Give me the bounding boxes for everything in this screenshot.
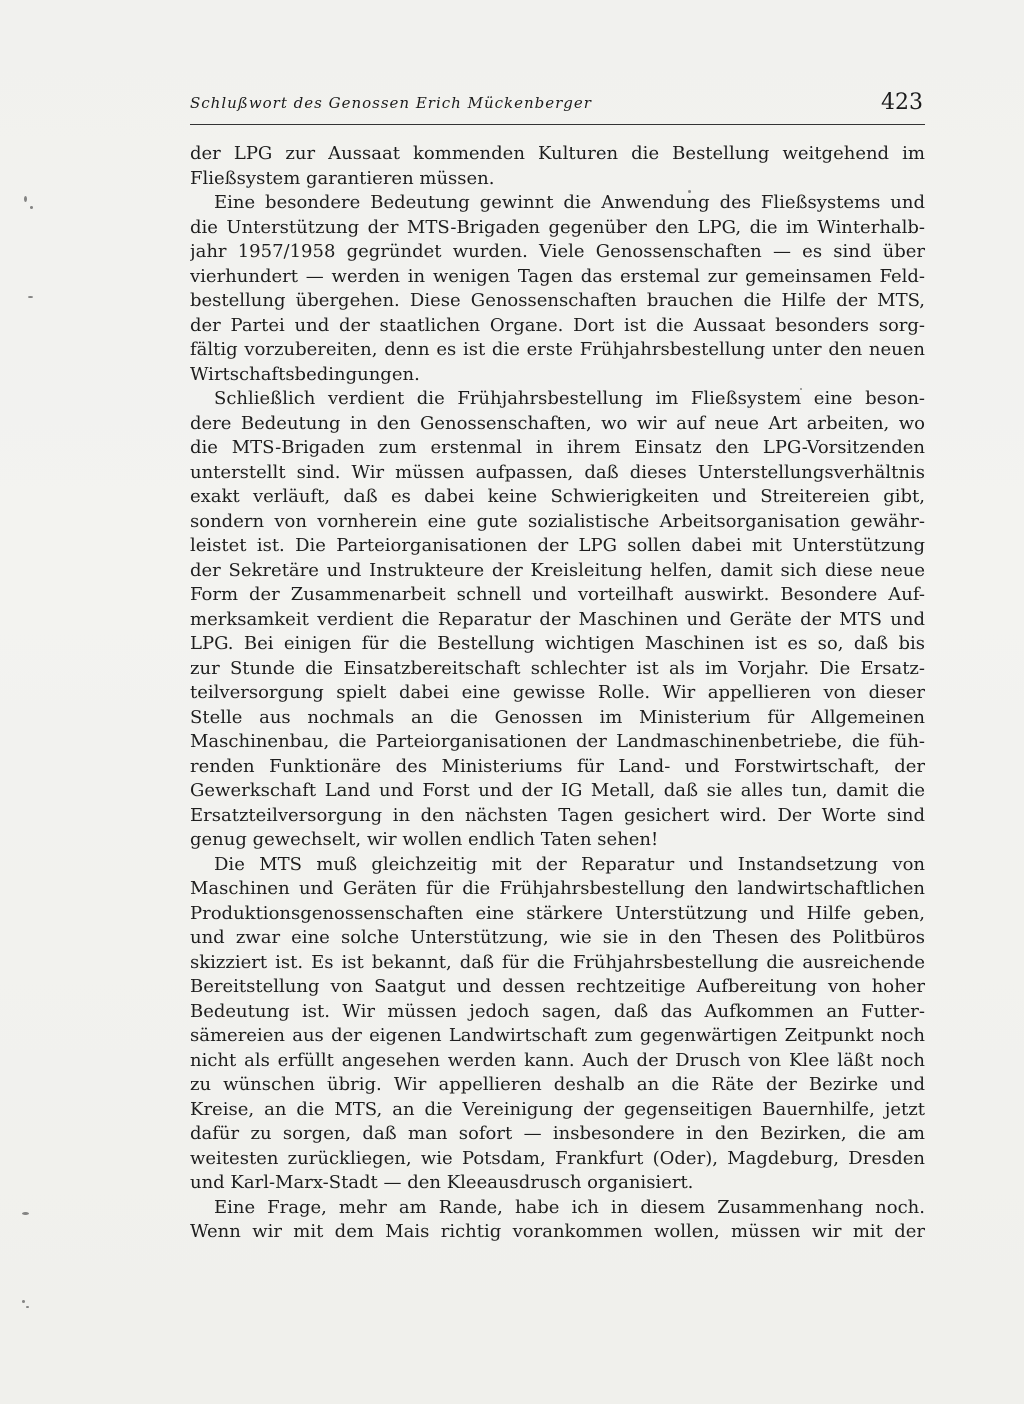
scan-speck: [24, 196, 27, 202]
text-line: LPG. Bei einigen für die Bestellung wichtigen Maschinen ist es so, daß bis: [190, 633, 925, 654]
text-line: nicht als erfüllt angesehen werden kann. Auch der Drusch von Klee läßt noch: [190, 1049, 925, 1071]
text-line: Eine Frage, mehr am Rande, habe ich in diesem Zusammenhang noch.: [214, 1196, 925, 1218]
page-number: 423: [881, 90, 923, 115]
paragraph: [190, 1196, 925, 1245]
scan-speck: [28, 296, 33, 298]
text-line: jahr 1957/1958 gegründet wurden. Viele Genossenschaften — es sind über: [190, 241, 925, 262]
text-line: Ersatzteilversorgung in den nächsten Tagen gesichert wird. Der Worte sind: [190, 804, 925, 826]
text-line: die MTS-Brigaden zum erstenmal in ihrem Einsatz den LPG-Vorsitzenden: [190, 437, 925, 458]
paragraph: [190, 142, 925, 191]
text-line: genug gewechselt, wir wollen endlich Taten sehen!: [190, 829, 659, 850]
text-line: skizziert ist. Es ist bekannt, daß für die Frühjahrsbestellung die ausreichende: [190, 951, 925, 973]
text-line: merksamkeit verdient die Reparatur der Maschinen und Geräte der MTS und: [190, 608, 925, 630]
text-line: und zwar eine solche Unterstützung, wie sie in den Thesen des Politbüros: [190, 927, 925, 948]
text-line: der Partei und der staatlichen Organe. Dort ist die Aussaat besonders sorg-: [190, 314, 925, 336]
text-line: Stelle aus nochmals an die Genossen im Ministerium für Allgemeinen: [190, 706, 925, 728]
text-line: Eine besondere Bedeutung gewinnt die Anwendung des Fließsystems und: [214, 192, 925, 213]
text-line: Kreise, an die MTS, an die Vereinigung der gegenseitigen Bauernhilfe, jetzt: [190, 1098, 925, 1120]
text-line: Form der Zusammenarbeit schnell und vorteilhaft auswirkt. Besondere Auf-: [190, 584, 925, 605]
scan-speck: [22, 1212, 29, 1215]
text-line: Bedeutung ist. Wir müssen jedoch sagen, daß das Aufkommen an Futter-: [190, 1000, 925, 1022]
text-line: fältig vorzubereiten, denn es ist die erste Frühjahrsbestellung unter den neuen: [190, 339, 925, 360]
paragraph: [190, 387, 925, 853]
paragraph: [190, 191, 925, 387]
text-line: dafür zu sorgen, daß man sofort — insbesondere in den Bezirken, die am: [190, 1123, 925, 1144]
text-line: und Karl-Marx-Stadt — den Kleeausdrusch organisiert.: [190, 1172, 694, 1193]
text-line: Maschinenbau, die Parteiorganisationen der Landmaschinenbetriebe, die füh-: [190, 731, 925, 752]
text-line: Bereitstellung von Saatgut und dessen rechtzeitige Aufbereitung von hoher: [190, 976, 925, 997]
text-line: sämereien aus der eigenen Landwirtschaft zum gegenwärtigen Zeitpunkt noch: [190, 1025, 925, 1046]
body-text: [190, 142, 925, 1245]
text-line: sondern von vornherein eine gute sozialistische Arbeitsorganisation gewähr-: [190, 510, 925, 532]
text-line: unterstellt sind. Wir müssen aufpassen, daß dieses Unterstellungsverhältnis: [190, 461, 925, 483]
text-line: zur Stunde die Einsatzbereitschaft schlechter ist als im Vorjahr. Die Ersatz-: [190, 657, 925, 679]
scan-speck: [26, 1306, 29, 1308]
text-line: dere Bedeutung in den Genossenschaften, wo wir auf neue Art arbeiten, wo: [190, 412, 925, 434]
text-line: Schließlich verdient die Frühjahrsbestellung im Fließsystem eine beson-: [214, 388, 925, 409]
text-line: vierhundert — werden in wenigen Tagen das erstemal zur gemeinsamen Feld-: [190, 265, 925, 287]
text-line: der Sekretäre und Instrukteure der Kreisleitung helfen, damit sich diese neue: [190, 559, 925, 581]
text-line: leistet ist. Die Parteiorganisationen der LPG sollen dabei mit Unterstützung: [190, 535, 925, 556]
text-line: Maschinen und Geräten für die Frühjahrsbestellung den landwirtschaftlichen: [190, 878, 925, 899]
running-head: Schlußwort des Genossen Erich Mückenberger: [190, 94, 592, 112]
text-line: Gewerkschaft Land und Forst und der IG Metall, daß sie alles tun, damit die: [190, 780, 925, 801]
page-header: [190, 88, 925, 125]
text-line: teilversorgung spielt dabei eine gewisse Rolle. Wir appellieren von dieser: [190, 682, 925, 703]
text-line: renden Funktionäre des Ministeriums für Land- und Forstwirtschaft, der: [190, 755, 925, 777]
text-line: der LPG zur Aussaat kommenden Kulturen die Bestellung weitgehend im: [190, 143, 925, 164]
text-line: zu wünschen übrig. Wir appellieren deshalb an die Räte der Bezirke und: [190, 1074, 925, 1095]
scan-speck: [22, 1300, 25, 1303]
text-line: Produktionsgenossenschaften eine stärkere Unterstützung und Hilfe geben,: [190, 902, 925, 924]
text-line: Wirtschaftsbedingungen.: [190, 363, 420, 385]
scan-speck: [30, 206, 33, 209]
text-line: bestellung übergehen. Diese Genossenschaften brauchen die Hilfe der MTS,: [190, 290, 925, 311]
text-line: exakt verläuft, daß es dabei keine Schwierigkeiten und Streitereien gibt,: [190, 486, 925, 507]
text-line: Die MTS muß gleichzeitig mit der Reparatur und Instandsetzung von: [214, 853, 925, 875]
paragraph: [190, 853, 925, 1196]
text-line: die Unterstützung der MTS-Brigaden gegenüber den LPG, die im Winterhalb-: [190, 216, 925, 238]
text-line: weitesten zurückliegen, wie Potsdam, Frankfurt (Oder), Magdeburg, Dresden: [190, 1147, 925, 1169]
text-line: Fließsystem garantieren müssen.: [190, 167, 495, 189]
text-line: Wenn wir mit dem Mais richtig vorankommen wollen, müssen wir mit der: [190, 1221, 925, 1242]
